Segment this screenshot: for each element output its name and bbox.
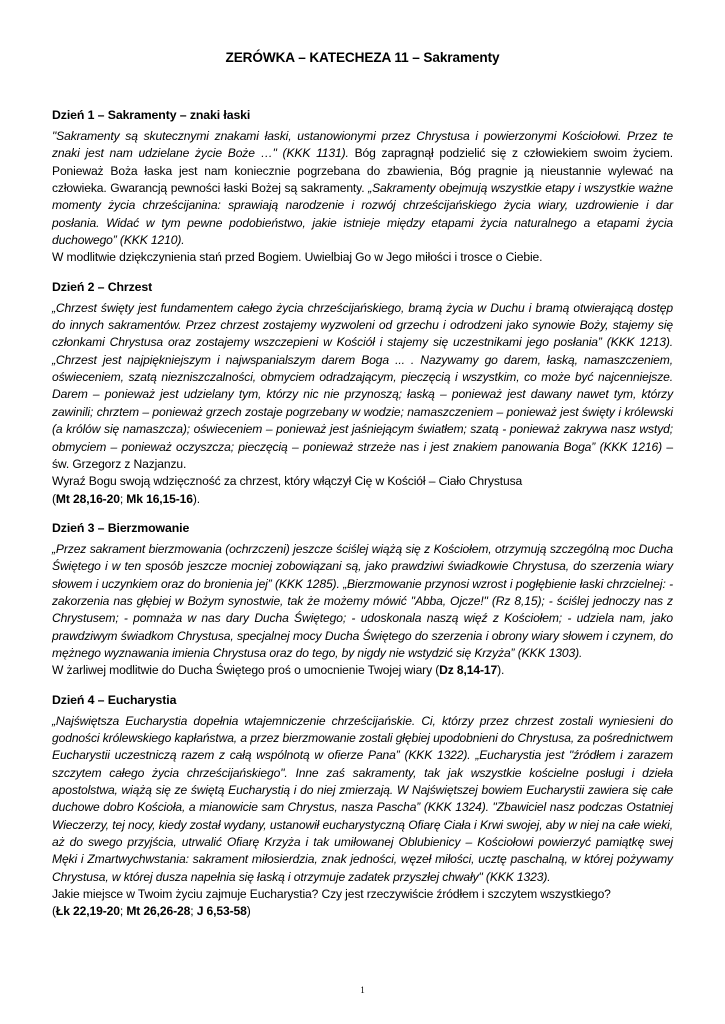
prayer-instruction <box>52 886 673 921</box>
paragraph <box>52 300 673 473</box>
punctuation: ( <box>52 904 56 919</box>
paragraph <box>52 128 673 249</box>
punctuation: ; <box>119 491 127 506</box>
body-text: W żarliwej modlitwie do Ducha Świętego proś o umocnienie Twojej wiary ( <box>52 663 440 678</box>
page-number: 1 <box>360 985 365 995</box>
catechism-quote: „Przez sakrament bierzmowania (ochrzczeni) jeszcze ściślej wiążą się z Kościołem, otrzymują szczególną moc Ducha Świętego i w ten sposób jeszcze mocniej zobowiązani są, jako prawdziwi świadkowie Chrystusa, do szerzenia wiary słowem i uczynkiem oraz do bronienia jej” (KKK 1285). „Bierzmowanie przynosi wzrost i pogłębienie łaski chrzcielnej: - zakorzenia nas głębiej w Bożym synostwie, tak że możemy mówić "Abba, Ojcze!" (Rz 8,15); - ściślej jednoczy nas z Chrystusem; - pomnaża w nas dary Ducha Świętego; - udoskonala naszą więź z Kościołem; - udziela nam, jako prawdziwym świadkom Chrystusa, specjalnej mocy Ducha Świętego do szerzenia i obrony wiary słowem i czynem, do mężnego wyznawania imienia Chrystusa oraz do tego, by nigdy nie wstydzić się Krzyża” (KKK 1303). <box>52 541 673 660</box>
section-body <box>52 128 673 267</box>
body-text: Bóg zapragnął podzielić się z człowiekiem swoim życiem. Ponieważ Boża łaska jest nam koniecznie pogrzebana do zbawienia, Bóg pragnie ją nieustannie wylewać na człowieka. Gwarancją pewności łaski Bożej są sakramenty. <box>52 146 673 196</box>
document-page <box>52 50 673 934</box>
catechism-quote: „Sakramenty obejmują wszystkie etapy i wszystkie ważne momenty życia chrześcijanina: sprawiają narodzenie i rozwój chrześcijańskiego życia wiary, uzdrowienie i dar posłania. Widać w tym pewne podobieństwo, jakie istnieje między etapami życia naturalnego a etapami życia duchowego” (KKK 1210). <box>52 181 673 248</box>
punctuation: ( <box>52 491 56 506</box>
body-text: W modlitwie dziękczynienia stań przed Bogiem. Uwielbiaj Go w Jego miłości i trosce o Ciebie. <box>52 250 543 265</box>
scripture-reference: Łk 22,19-20 <box>55 904 120 919</box>
section-body <box>52 713 673 921</box>
section-day-1 <box>52 108 673 267</box>
section-body <box>52 541 673 680</box>
scripture-reference: Mt 28,16-20 <box>55 491 120 506</box>
punctuation: ; <box>190 904 197 919</box>
punctuation: ). <box>497 663 505 678</box>
catechism-quote: „Chrzest święty jest fundamentem całego życia chrześcijańskiego, bramą życia w Duchu i bramą otwierającą dostęp do innych sakramentów. Przez chrzest zostajemy wyzwoleni od grzechu i odrodzeni jako synowie Boży, stajemy się członkami Chrystusa oraz zostajemy wszczepieni w Kościół i stajemy się uczestnikami jego posłania” (KKK 1213). „Chrzest jest najpiękniejszym i najwspanialszym darem Boga ... . Nazywamy go darem, łaską, namaszczeniem, oświeceniem, szatą niezniszczalności, obmyciem odradzającym, pieczęcią i wszystkim, co może być najcenniejsze. Darem – ponieważ jest udzielany tym, którzy nic nie przynoszą; łaską – ponieważ jest dawany nawet tym, którzy zawinili; chrztem – ponieważ grzech zostaje pogrzebany w wodzie; namaszczeniem – ponieważ jest święty i królewski (a królów się namaszcza); oświeceniem – ponieważ jest jaśniejącym światłem; szatą - ponieważ zakrywa nasz wstyd; obmyciem – ponieważ oczyszcza; pieczęcią – ponieważ strzeże nas i jest znakiem panowania Boga” (KKK 1216) <box>52 300 673 454</box>
scripture-reference: J 6,53-58 <box>196 904 247 919</box>
scripture-reference: Mk 16,15-16 <box>126 491 193 506</box>
catechism-quote: "Sakramenty są skutecznymi znakami łaski, ustanowionymi przez Chrystusa i powierzonymi Kościołowi. Przez te znaki jest nam udzielane życie Boże …" (KKK 1131). <box>52 129 673 161</box>
paragraph <box>52 713 673 886</box>
document-title: ZERÓWKA – KATECHEZA 11 – Sakramenty <box>225 50 500 65</box>
punctuation: ). <box>192 491 201 506</box>
punctuation: ; <box>119 904 127 919</box>
body-text: Wyraź Bogu swoją wdzięczność za chrzest, który włączył Cię w Kościół – Ciało Chrystusa <box>52 474 523 489</box>
section-body <box>52 300 673 508</box>
section-day-4 <box>52 693 673 921</box>
prayer-instruction <box>52 249 673 266</box>
section-heading: Dzień 3 – Bierzmowanie <box>52 520 190 535</box>
section-day-2 <box>52 280 673 508</box>
section-heading: Dzień 4 – Eucharystia <box>52 692 177 707</box>
prayer-instruction <box>52 662 673 679</box>
paragraph <box>52 541 673 662</box>
body-text: – św. Grzegorz z Nazjanzu. <box>52 439 673 471</box>
scripture-reference: Mt 26,26-28 <box>126 904 191 919</box>
punctuation: ) <box>246 904 251 919</box>
section-day-3 <box>52 521 673 680</box>
body-text: Jakie miejsce w Twoim życiu zajmuje Eucharystia? Czy jest rzeczywiście źródłem i szczytem wszystkiego? <box>52 887 611 902</box>
section-heading: Dzień 2 – Chrzest <box>52 279 153 294</box>
prayer-instruction <box>52 473 673 508</box>
section-heading: Dzień 1 – Sakramenty – znaki łaski <box>52 108 251 122</box>
catechism-quote: „Najświętsza Eucharystia dopełnia wtajemniczenie chrześcijańskie. Ci, którzy przez chrzest zostali wyniesieni do godności królewskiego kapłaństwa, a przez bierzmowanie zostali głębiej upodobnieni do Chrystusa, za pośrednictwem Eucharystii uczestniczą razem z całą wspólnotą w ofierze Pana” (KKK 1322). „Eucharystia jest "źródłem i zarazem szczytem całego życia chrześcijańskiego". Inne zaś sakramenty, tak jak wszystkie kościelne posługi i dzieła apostolstwa, wiążą się ze świętą Eucharystią i do niej zmierzają. W Najświętszej bowiem Eucharystii zawiera się całe duchowe dobro Kościoła, a mianowicie sam Chrystus, nasza Pascha” (KKK 1324). "Zbawiciel nasz podczas Ostatniej Wieczerzy, tej nocy, kiedy został wydany, ustanowił eucharystyczną Ofiarę Ciała i Krwi swojej, aby w niej na całe wieki, aż do swego przyjścia, utrwalić Ofiarę Krzyża i tak umiłowanej Oblubienicy – Kościołowi powierzyć pamiątkę swej Męki i Zmartwychwstania: sakrament miłosierdzia, znak jedności, węzeł miłości, ucztę paschalną, w której pożywamy Chrystusa, w której dusza napełnia się łaską i otrzymuje zadatek przyszłej chwały" (KKK 1323). <box>52 713 673 884</box>
scripture-reference: Dz 8,14-17 <box>439 663 498 678</box>
